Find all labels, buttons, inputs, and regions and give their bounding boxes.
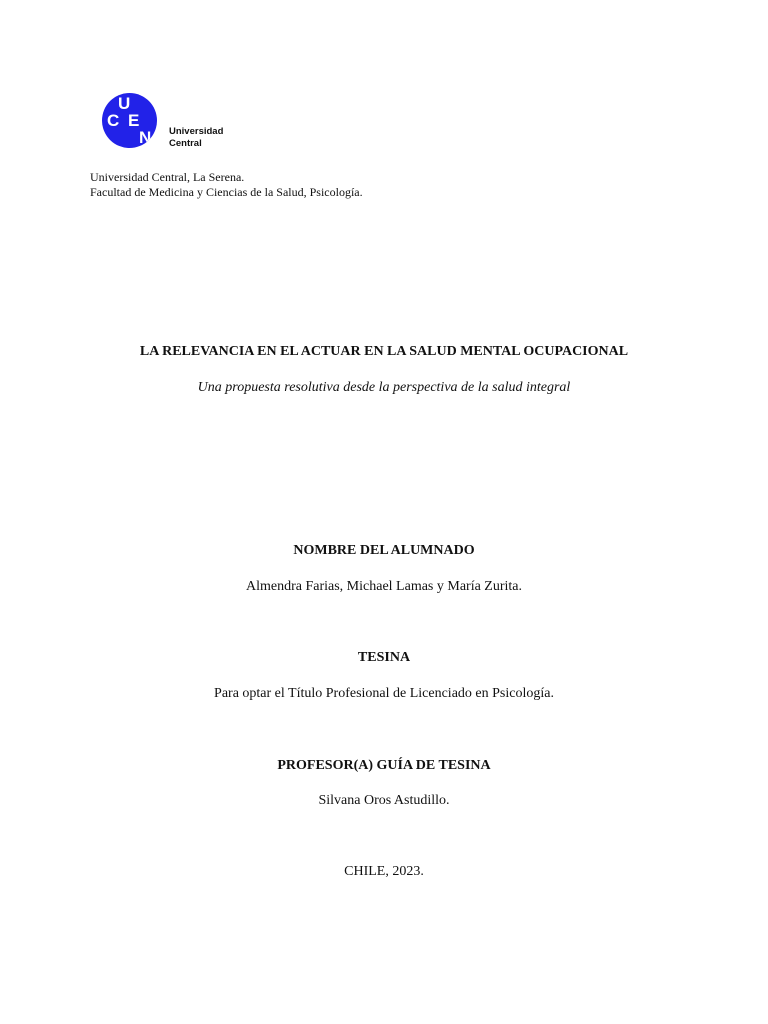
logo-letter: E bbox=[128, 111, 140, 130]
logo-name-line1: Universidad bbox=[169, 126, 224, 137]
affiliation-faculty: Facultad de Medicina y Ciencias de la Salud, Psicología. bbox=[90, 185, 363, 199]
country-year: CHILE, 2023. bbox=[344, 864, 424, 879]
logo-letter: U bbox=[118, 94, 131, 113]
university-logo bbox=[102, 93, 242, 153]
document-subtitle: Una propuesta resolutiva desde la perspectiva de la salud integral bbox=[197, 380, 571, 395]
advisor-name: Silvana Oros Astudillo. bbox=[318, 793, 450, 808]
logo-letter: C bbox=[107, 111, 120, 130]
students-names: Almendra Farias, Michael Lamas y María Zurita. bbox=[245, 579, 522, 594]
advisor-heading: PROFESOR(A) GUÍA DE TESINA bbox=[277, 758, 491, 773]
document-title: LA RELEVANCIA EN EL ACTUAR EN LA SALUD MENTAL OCUPACIONAL bbox=[139, 344, 629, 359]
affiliation-university: Universidad Central, La Serena. bbox=[90, 170, 245, 184]
thesis-heading: TESINA bbox=[357, 650, 411, 665]
affiliation bbox=[90, 170, 363, 200]
logo-letter: N bbox=[139, 128, 152, 147]
students-heading: NOMBRE DEL ALUMNADO bbox=[293, 543, 475, 558]
ucen-logo-mark bbox=[102, 93, 157, 148]
logo-name-line2: Central bbox=[169, 138, 202, 149]
logo-wordmark bbox=[169, 126, 223, 150]
thesis-purpose: Para optar el Título Profesional de Licenciado en Psicología. bbox=[214, 686, 554, 701]
